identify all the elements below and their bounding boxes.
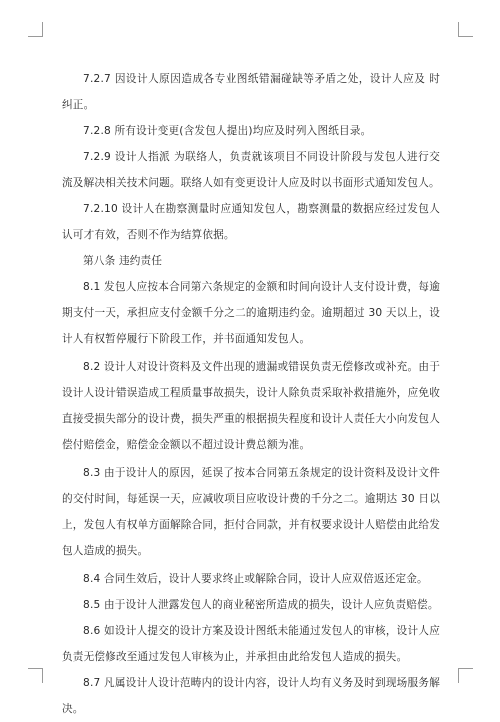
crop-mark-top-right bbox=[458, 22, 473, 37]
clause-8-7: 8.7 凡属设计人设计范畴内的设计内容，设计人均有义务及时到现场服务解决。 bbox=[62, 677, 440, 715]
clause-8-6: 8.6 如设计人提交的设计方案及设计图纸未能通过发包人的审核，设计人应负责无偿修改至通过发包人审核为止，并承担由此给发包人造成的损失。 bbox=[62, 625, 440, 663]
clause-7-2-8: 7.2.8 所有设计变更(含发包人提出)均应及时列入图纸目录。 bbox=[83, 125, 372, 137]
crop-mark-bottom-right bbox=[458, 668, 473, 683]
clause-8-1: 8.1 发包人应按本合同第六条规定的金额和时间向设计人支付设计费，每逾期支付一天，承担应支付金额千分之二的逾期违约金。逾期超过 30 天以上，设计人有权暂停履行下阶段工作，并书面通知发包人。 bbox=[62, 281, 440, 345]
article-8-heading: 第八条 违约责任 bbox=[83, 255, 163, 267]
clause-7-2-9: 7.2.9 设计人指派 为联络人，负责就该项目不同设计阶段与发包人进行交流及解决相关技术问题。联络人如有变更设计人应及时以书面形式通知发包人。 bbox=[62, 151, 440, 189]
clause-8-2: 8.2 设计人对设计资料及文件出现的遗漏或错误负责无偿修改或补充。由于设计人设计错误造成工程质量事故损失，设计人除负责采取补救措施外，应免收直接受损失部分的设计费，损失严重的根据损失程度和设计人责任大小向发包人偿付赔偿金，赔偿金金额以不超过设计费总额为准。 bbox=[62, 361, 440, 451]
clause-7-2-7: 7.2.7 因设计人原因造成各专业图纸错漏碰缺等矛盾之处，设计人应及 时纠正。 bbox=[62, 73, 440, 111]
clause-7-2-10: 7.2.10 设计人在勘察测量时应通知发包人，勘察测量的数据应经过发包人认可才有效，否则不作为结算依据。 bbox=[62, 203, 440, 241]
clause-8-3: 8.3 由于设计人的原因，延误了按本合同第五条规定的设计资料及设计文件的交付时间，每延误一天，应减收项目应收设计费的千分之二。逾期达 30 日以上，发包人有权单方面解除合同，拒付合同款，并有权要求设计人赔偿由此给发包人造成的损失。 bbox=[62, 467, 440, 557]
clause-8-4: 8.4 合同生效后，设计人要求终止或解除合同，设计人应双倍返还定金。 bbox=[83, 573, 428, 585]
clause-8-5: 8.5 由于设计人泄露发包人的商业秘密所造成的损失，设计人应负责赔偿。 bbox=[83, 599, 439, 611]
crop-mark-top-left bbox=[28, 22, 43, 37]
crop-mark-bottom-left bbox=[28, 668, 43, 683]
document-body bbox=[62, 66, 440, 722]
